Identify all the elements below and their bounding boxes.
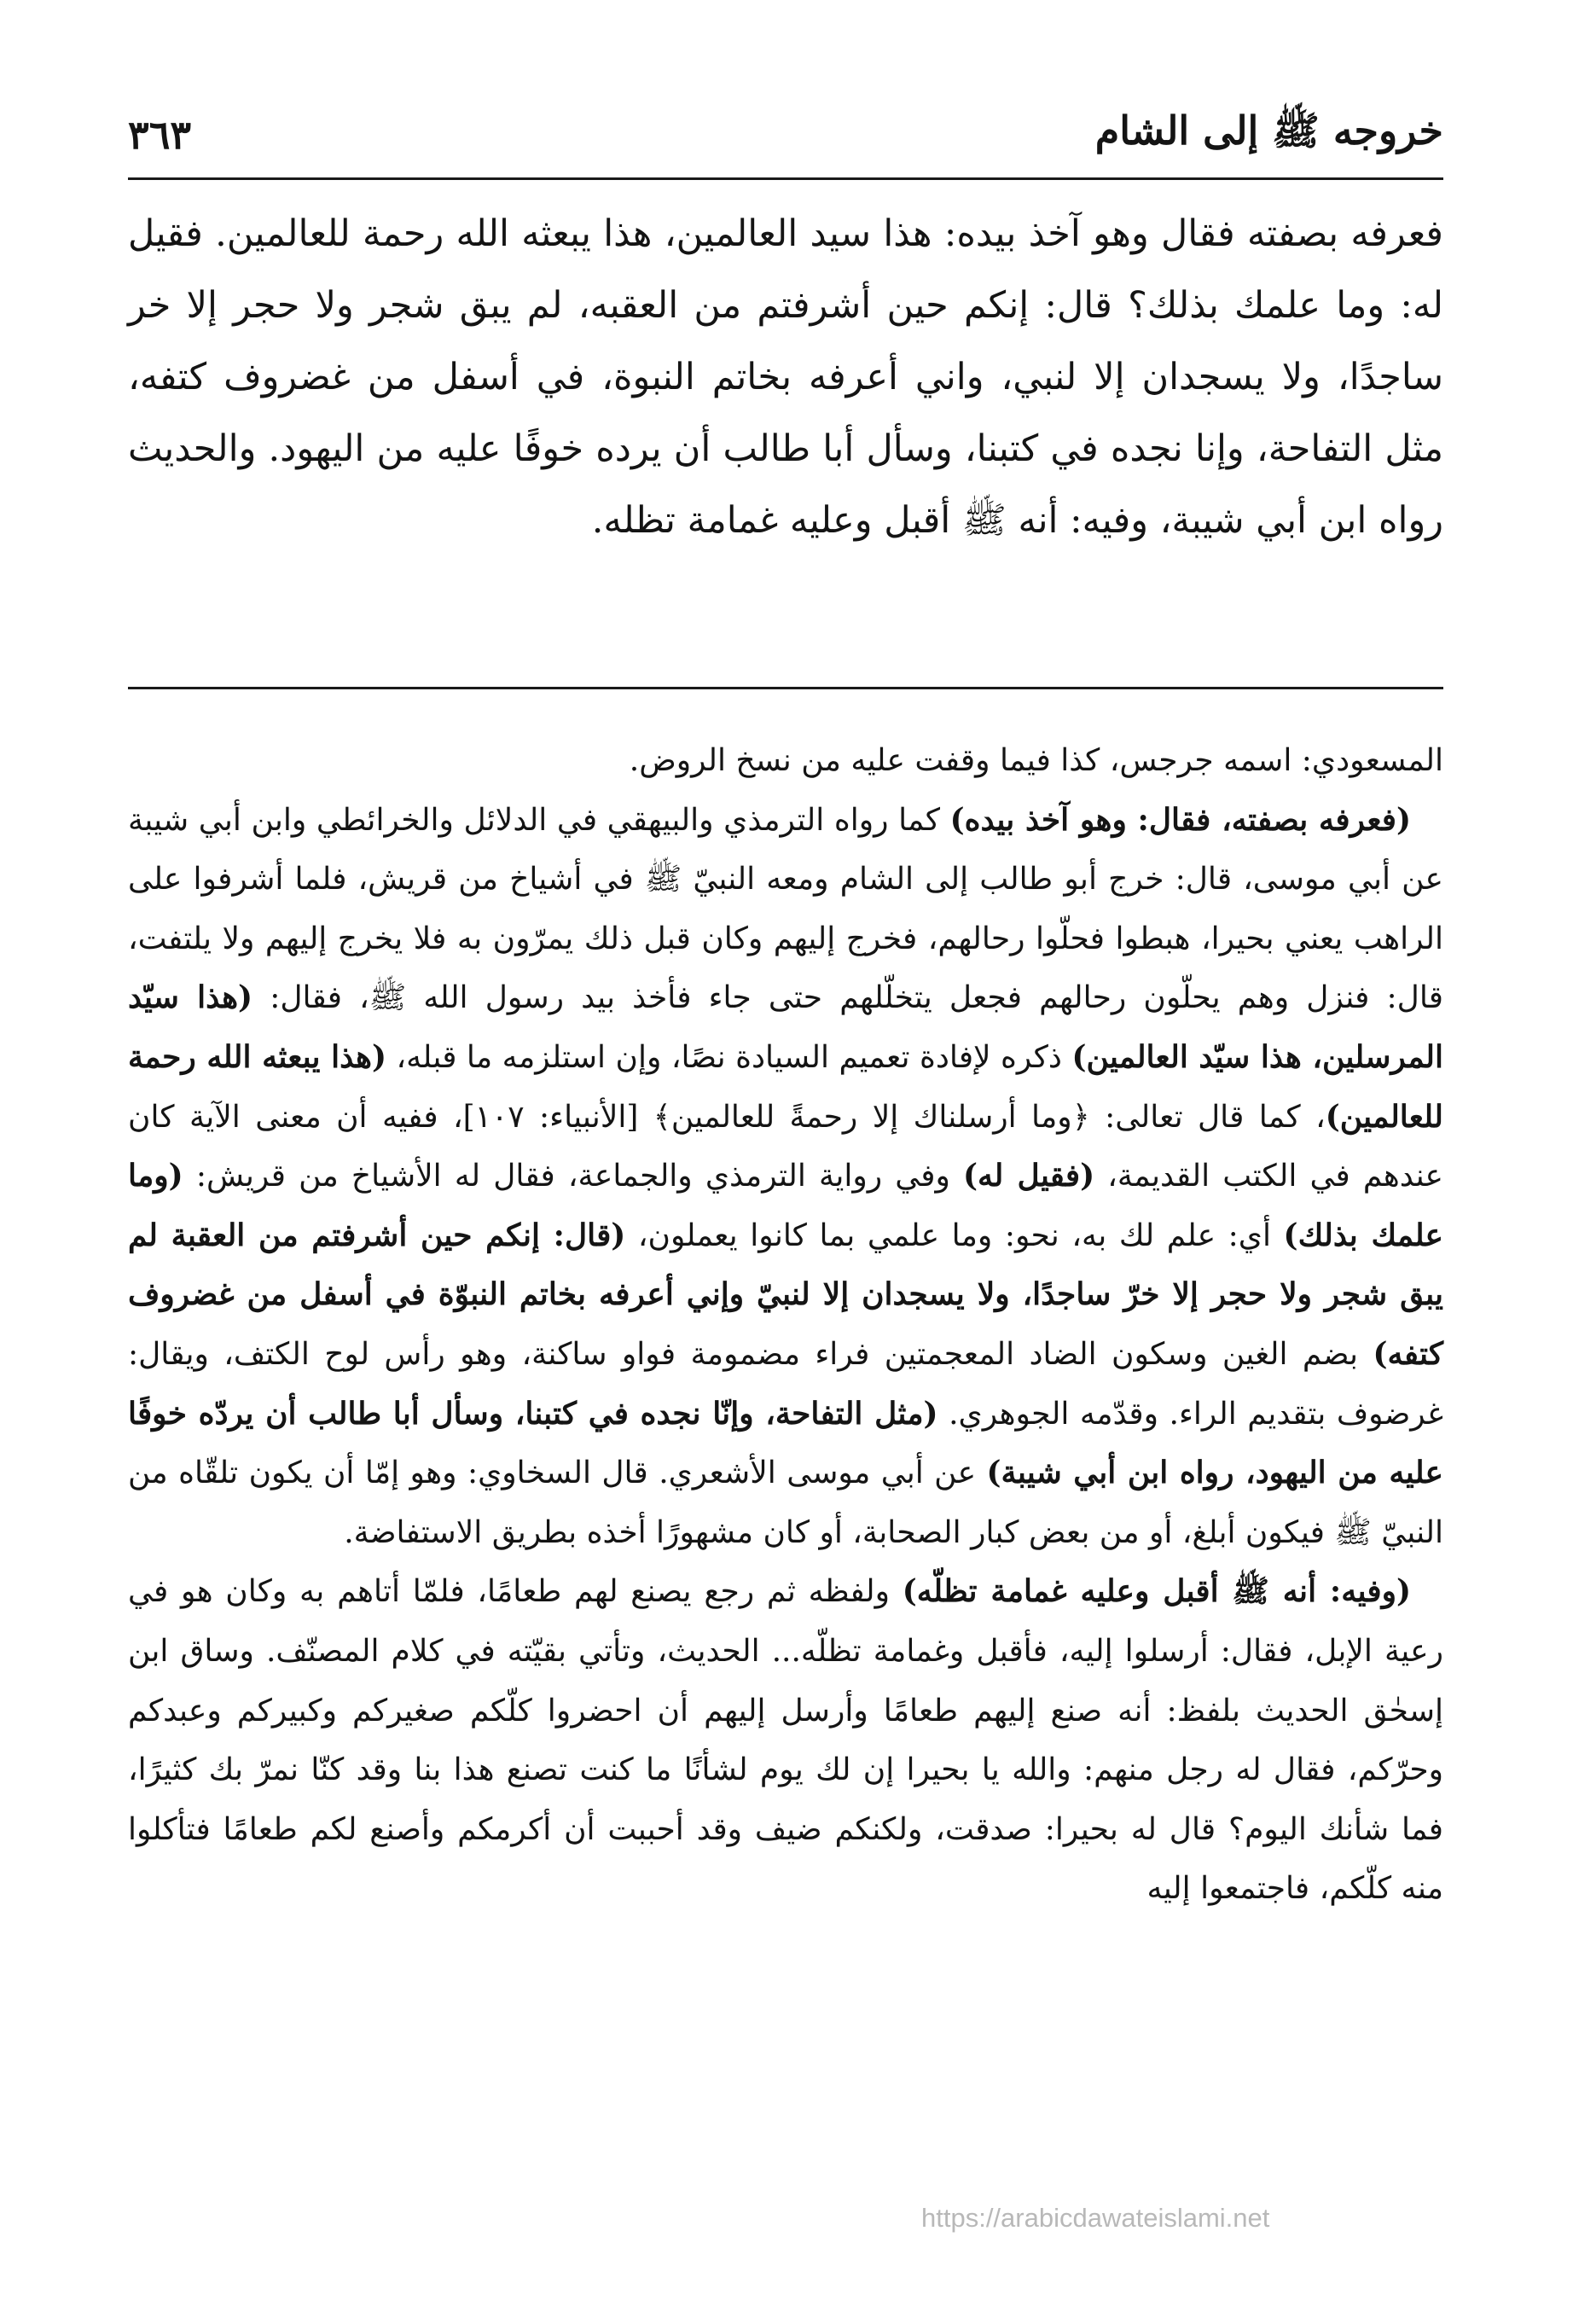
commentary-text: ، كما قال تعالى: ﴿وما أرسلناك إلا رحمةً للعالمين﴾ [الأنبياء: ١٠٧]، ففيه أن معنى الآية كان عندهم في الكتب القديمة، xyxy=(128,1099,1444,1194)
note-paragraph xyxy=(128,1562,1443,1919)
commentary-notes xyxy=(128,731,1443,1919)
quoted-matn-text: (مثل التفاحة، وإنّا نجده في كتبنا، وسأل أبا طالب أن يردّه خوفًا عليه من اليهود، رواه ابن أبي شيبة) xyxy=(128,1395,1443,1491)
running-header xyxy=(128,101,1443,169)
quoted-matn-text: (وفيه: أنه ﷺ أقبل وعليه غمامة تظلّه) xyxy=(902,1573,1411,1610)
notes-divider xyxy=(128,687,1443,689)
quoted-matn-text: (فعرفه بصفته، فقال: وهو آخذ بيده) xyxy=(949,801,1412,838)
note-paragraph xyxy=(128,731,1443,791)
quoted-matn-text: (هذا سيّد المرسلين، هذا سيّد العالمين) xyxy=(128,979,1444,1075)
running-title: خروجه ﷺ إلى الشام xyxy=(1094,107,1443,154)
commentary-text: بضم الغين وسكون الضاد المعجمتين فراء مضمومة فواو ساكنة، وهو رأس لوح الكتف، ويقال: غرضوف بتقديم الراء. وقدّمه الجوهري. xyxy=(128,1336,1443,1432)
page-number: ٣٦٣ xyxy=(128,112,192,158)
commentary-text: أي: علم لك به، نحو: وما علمي بما كانوا يعملون، xyxy=(625,1217,1284,1253)
quoted-matn-text: (وما علمك بذلك) xyxy=(128,1158,1443,1253)
header-divider xyxy=(128,177,1443,180)
commentary-text: المسعودي: اسمه جرجس، كذا فيما وقفت عليه من نسخ الروض. xyxy=(629,743,1443,778)
note-paragraph xyxy=(128,791,1443,1563)
commentary-text: وفي رواية الترمذي والجماعة، فقال له الأشياخ من قريش: xyxy=(183,1159,964,1194)
commentary-text: كما رواه الترمذي والبيهقي في الدلائل والخرائطي وابن أبي شيبة عن أبي موسى، قال: خرج أبو طالب إلى الشام ومعه النبيّ ﷺ في أشياخ من قريش، فلما أشرفوا على الراهب يعني بحيرا، هبطوا فحلّوا رحالهم، فخرج إليهم وكان قبل ذلك يمرّون به فلا يخرج إليهم ولا يلتفت، قال: فنزل وهم يحلّون رحالهم فجعل يتخلّلهم حتى جاء فأخذ بيد رسول الله ﷺ، فقال: xyxy=(128,802,1443,1016)
watermark-url: https://arabicdawateislami.net xyxy=(921,2203,1270,2233)
commentary-text: ولفظه ثم رجع يصنع لهم طعامًا، فلمّا أتاهم به وكان هو في رعية الإبل، فقال: أرسلوا إليه، فأقبل وغمامة تظلّه... الحديث، وتأتي بقيّته في كلام المصنّف. وساق ابن إسحٰق الحديث بلفظ: أنه صنع إليهم طعامًا وأرسل إليهم أن احضروا كلّكم صغيركم وكبيركم وعبدكم وحرّكم، فقال له رجل منهم: والله يا بحيرا إن لك يوم لشأنًا ما كنت تصنع هذا بنا وقد كنّا نمرّ بك كثيرًا، فما شأنك اليوم؟ قال له بحيرا: صدقت، ولكنكم ضيف وقد أحببت أن أكرمكم وأصنع لكم طعامًا فتأكلوا منه كلّكم، فاجتمعوا إليه xyxy=(128,1574,1443,1907)
quoted-matn-text: (هذا يبعثه الله رحمة للعالمين) xyxy=(128,1038,1444,1135)
commentary-text: عن أبي موسى الأشعري. قال السخاوي: وهو إمّا أن يكون تلقّاه من النبيّ ﷺ فيكون أبلغ، أو من بعض كبار الصحابة، أو كان مشهورًا أخذه بطريق الاستفاضة. xyxy=(128,1455,1443,1550)
quoted-matn-text: (قال: إنكم حين أشرفتم من العقبة لم يبق شجر ولا حجر إلا خرّ ساجدًا، ولا يسجدان إلا لنبيّ وإني أعرفه بخاتم النبوّة في أسفل من غضروف كتفه) xyxy=(128,1217,1443,1372)
main-text: فعرفه بصفته فقال وهو آخذ بيده: هذا سيد العالمين، هذا يبعثه الله رحمة للعالمين. فقيل له: وما علمك بذلك؟ قال: إنكم حين أشرفتم من العقبه، لم يبق شجر ولا حجر إلا خر ساجدًا، ولا يسجدان إلا لنبي، واني أعرفه بخاتم النبوة، في أسفل من غضروف كتفه، مثل التفاحة، وإنا نجده في كتبنا، وسأل أبا طالب أن يرده خوفًا عليه من اليهود. والحديث رواه ابن أبي شيبة، وفيه: أنه ﷺ أقبل وعليه غمامة تظله. xyxy=(128,212,1443,542)
commentary-text: ذكره لإفادة تعميم السيادة نصًا، وإن استلزمه ما قبله، xyxy=(386,1039,1072,1075)
quoted-matn-text: (فقيل له) xyxy=(963,1158,1095,1194)
